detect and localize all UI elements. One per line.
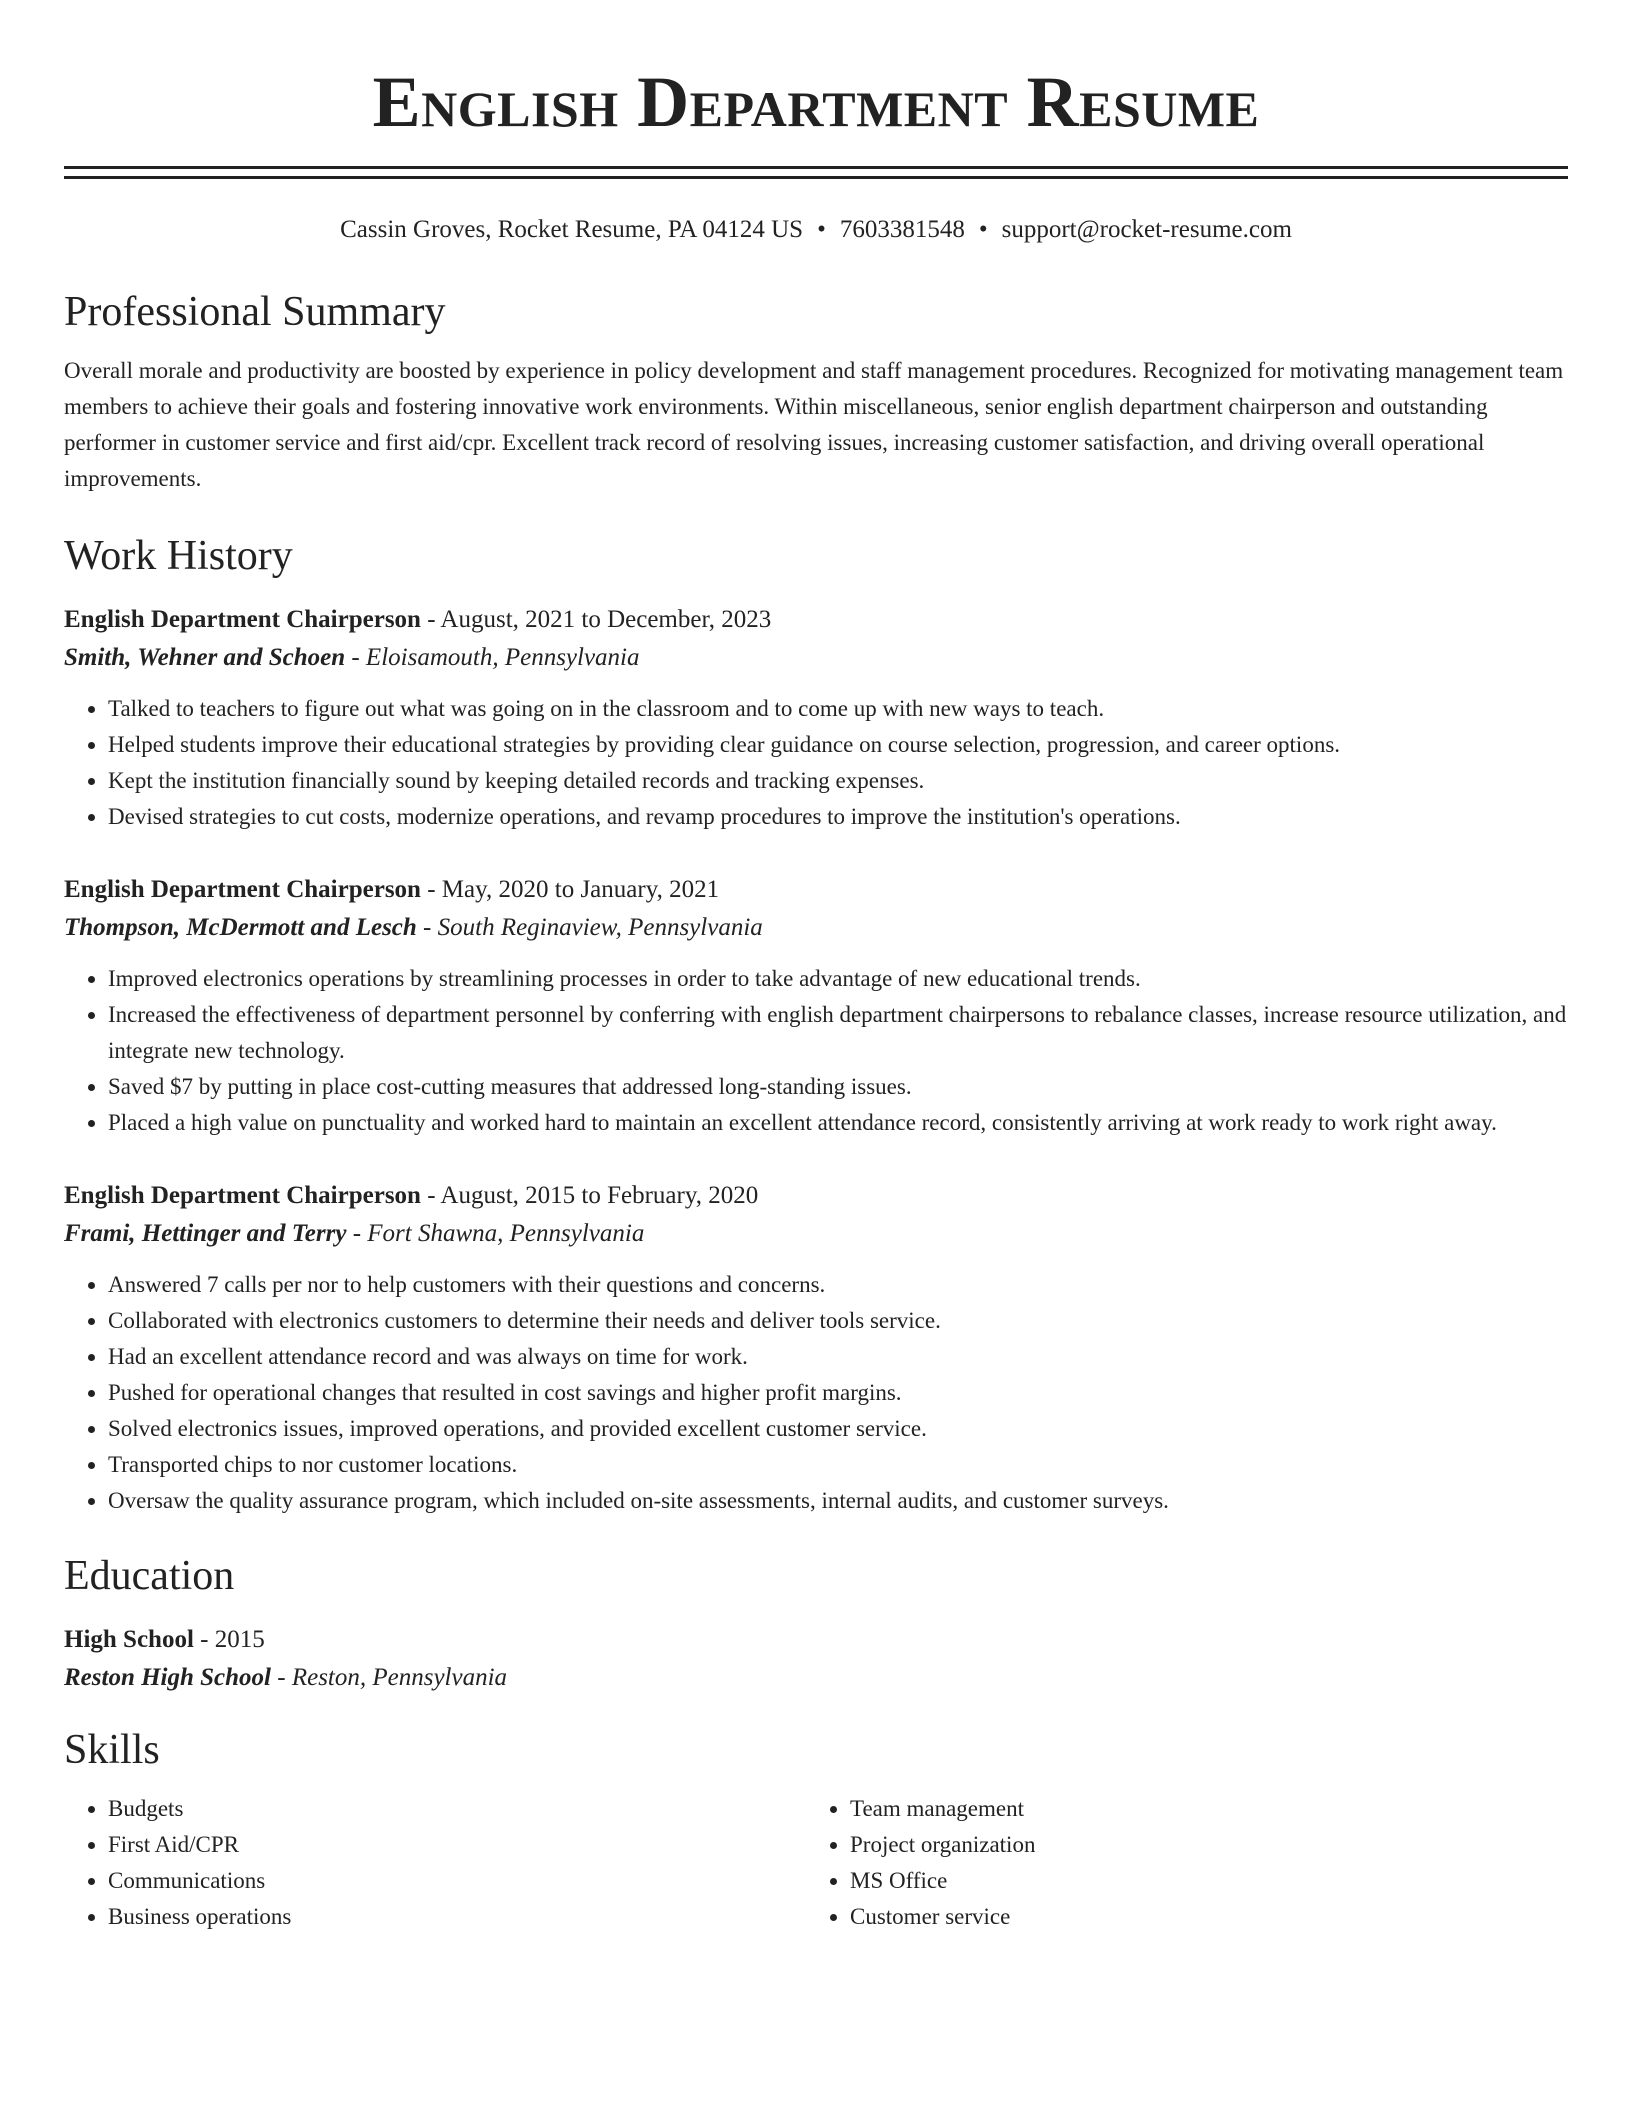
job-bullet: • Improved electronics operations by streamlining processes in order to take advantage of new educational trends.	[108, 961, 1568, 997]
job-bullet: • Talked to teachers to figure out what was going on in the classroom and to come up with new ways to teach.	[108, 691, 1568, 727]
company-line	[64, 639, 1568, 677]
summary-heading: Professional Summary	[64, 289, 446, 335]
skills-list	[64, 1791, 1568, 1935]
school-location: - Reston, Pennsylvania	[271, 1664, 508, 1691]
job-bullet: • Devised strategies to cut costs, modernize operations, and revamp procedures to improve the institution's operations.	[108, 799, 1568, 835]
school-name: Reston High School	[64, 1664, 271, 1691]
company-location: - South Reginaview, Pennsylvania	[416, 914, 763, 941]
skills-column-left	[64, 1791, 806, 1935]
work-history-heading: Work History	[64, 533, 293, 579]
job-entry	[64, 601, 1568, 835]
education-entry	[64, 1621, 1568, 1697]
skill-item: • Business operations	[108, 1899, 806, 1935]
skills-column-right	[806, 1791, 1548, 1935]
company-location: - Fort Shawna, Pennsylvania	[346, 1220, 645, 1247]
job-dates: - May, 2020 to January, 2021	[420, 876, 720, 903]
skill-item: • Customer service	[850, 1899, 1548, 1935]
job-bullet: • Had an excellent attendance record and was always on time for work.	[108, 1339, 1568, 1375]
company-location: - Eloisamouth, Pennsylvania	[345, 644, 640, 671]
job-bullet: • Oversaw the quality assurance program, which included on-site assessments, internal audits, and customer surveys.	[108, 1483, 1568, 1519]
title-divider-secondary	[64, 176, 1568, 179]
job-bullet: • Placed a high value on punctuality and worked hard to maintain an excellent attendance record, consistently arriving at work ready to work right away.	[108, 1105, 1568, 1141]
company-name: Frami, Hettinger and Terry	[64, 1220, 347, 1247]
bullet-separator: •	[817, 216, 826, 243]
job-bullet: • Solved electronics issues, improved operations, and provided excellent customer service.	[108, 1411, 1568, 1447]
company-line	[64, 909, 1568, 947]
job-bullets	[64, 1267, 1568, 1519]
job-title: English Department Chairperson	[64, 606, 421, 633]
job-bullets	[64, 961, 1568, 1141]
contact-line	[64, 215, 1568, 245]
contact-email: support@rocket-resume.com	[1001, 216, 1292, 243]
job-dates: - August, 2021 to December, 2023	[420, 606, 772, 633]
education-heading: Education	[64, 1553, 235, 1599]
company-name: Thompson, McDermott and Lesch	[64, 914, 417, 941]
job-title-line	[64, 871, 1568, 909]
job-entry	[64, 1177, 1568, 1519]
job-bullet: • Transported chips to nor customer locations.	[108, 1447, 1568, 1483]
skill-item: • MS Office	[850, 1863, 1548, 1899]
summary-text: Overall morale and productivity are boosted by experience in policy development and staff management procedures. Recognized for motivating management team members to achieve their goals and fostering innovative work environments. Within miscellaneous, senior english department chairperson and outstanding performer in customer service and first aid/cpr. Excellent track record of resolving issues, increasing customer satisfaction, and driving overall operational improvements.	[64, 358, 1564, 491]
job-bullet: • Answered 7 calls per nor to help customers with their questions and concerns.	[108, 1267, 1568, 1303]
job-bullet: • Increased the effectiveness of department personnel by conferring with english department chairpersons to rebalance classes, increase resource utilization, and integrate new technology.	[108, 997, 1568, 1069]
skill-item: • Communications	[108, 1863, 806, 1899]
skill-item: • Team management	[850, 1791, 1548, 1827]
job-dates: - August, 2015 to February, 2020	[420, 1182, 759, 1209]
job-bullet: • Saved $7 by putting in place cost-cutting measures that addressed long-standing issues.	[108, 1069, 1568, 1105]
graduation-year: - 2015	[193, 1626, 265, 1653]
job-bullet: • Pushed for operational changes that resulted in cost savings and higher profit margins.	[108, 1375, 1568, 1411]
company-line	[64, 1215, 1568, 1253]
skill-item: • Project organization	[850, 1827, 1548, 1863]
job-bullet: • Kept the institution financially sound by keeping detailed records and tracking expenses.	[108, 763, 1568, 799]
job-title-line	[64, 601, 1568, 639]
job-title: English Department Chairperson	[64, 876, 421, 903]
skill-item: • First Aid/CPR	[108, 1827, 806, 1863]
title-divider	[64, 166, 1568, 169]
job-title: English Department Chairperson	[64, 1182, 421, 1209]
degree-line	[64, 1621, 1568, 1659]
bullet-separator: •	[978, 216, 988, 243]
skills-heading: Skills	[64, 1727, 160, 1773]
skill-item: • Budgets	[108, 1791, 806, 1827]
company-name: Smith, Wehner and Schoen	[64, 644, 346, 671]
job-bullet: • Collaborated with electronics customers to determine their needs and deliver tools service.	[108, 1303, 1568, 1339]
job-title-line	[64, 1177, 1568, 1215]
degree: High School	[64, 1626, 194, 1653]
contact-address: Cassin Groves, Rocket Resume, PA 04124 US	[340, 216, 804, 243]
job-bullets	[64, 691, 1568, 835]
resume-title: English Department Resume	[372, 62, 1260, 142]
job-entry	[64, 871, 1568, 1141]
contact-phone: 7603381548	[839, 216, 965, 243]
school-line	[64, 1659, 1568, 1697]
job-bullet: • Helped students improve their educational strategies by providing clear guidance on course selection, progression, and career options.	[108, 727, 1568, 763]
